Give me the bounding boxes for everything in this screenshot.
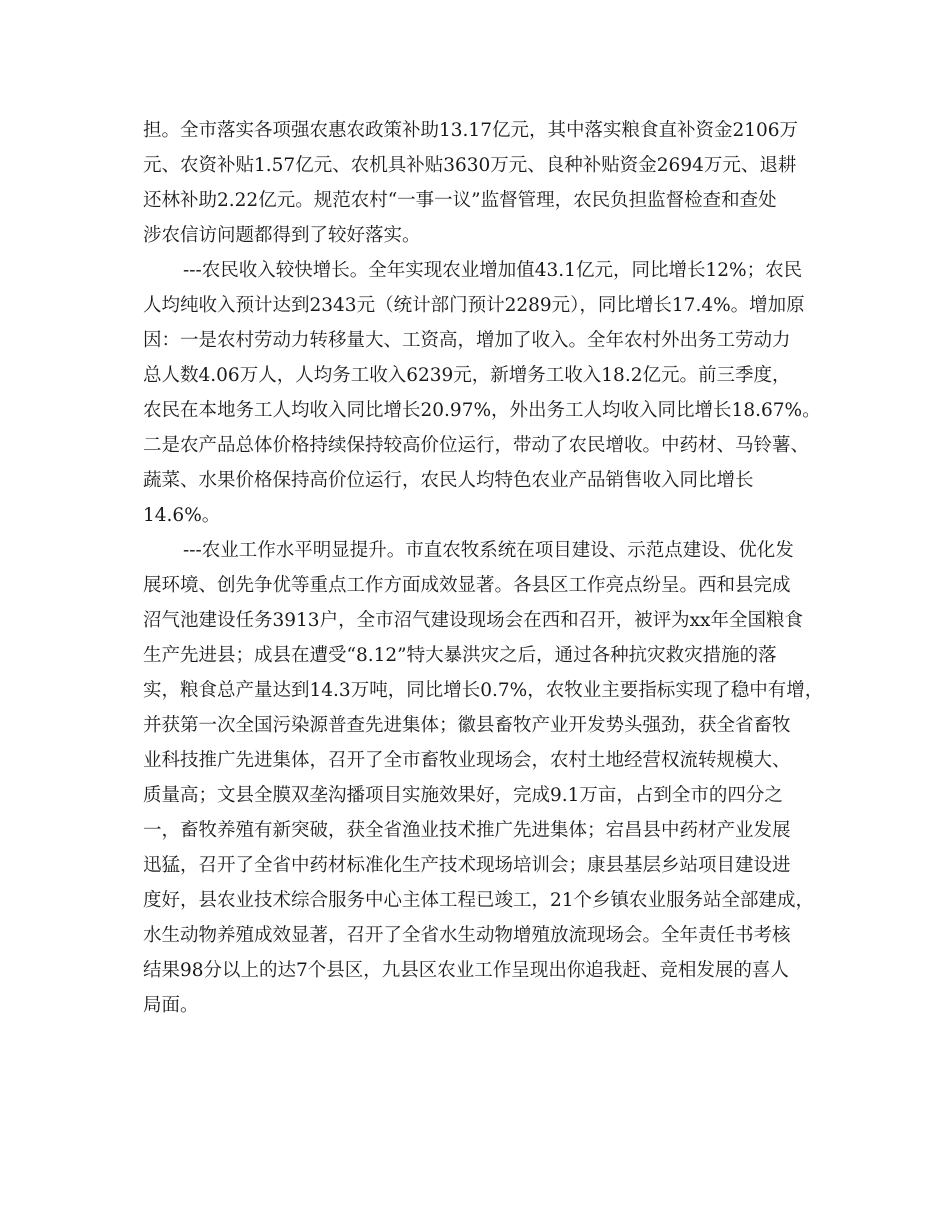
text-line: 人均纯收入预计达到2343元（统计部门预计2289元），同比增长17.4%。增加原 <box>143 295 805 316</box>
text-line: ---农民收入较快增长。全年实现农业增加值43.1亿元，同比增长12%；农民 <box>183 260 803 281</box>
text-line: 实，粮食总产量达到14.3万吨，同比增长0.7%，农牧业主要指标实现了稳中有增， <box>143 680 824 701</box>
text-line: 并获第一次全国污染源普查先进集体；徽县畜牧产业开发势头强劲，获全省畜牧 <box>143 715 791 736</box>
text-line: 结果98分以上的达7个县区，九县区农业工作呈现出你追我赶、竞相发展的喜人 <box>143 960 789 981</box>
text-line: 生产先进县；成县在遭受“8.12”特大暴洪灾之后，通过各种抗灾救灾措施的落 <box>143 645 777 666</box>
paragraph-agriculture-work <box>143 533 823 1023</box>
text-line: 农民在本地务工人均收入同比增长20.97%，外出务工人均收入同比增长18.67%。 <box>143 400 821 421</box>
paragraph-subsidies <box>143 113 823 253</box>
text-line: 一，畜牧养殖有新突破，获全省渔业技术推广先进集体；宕昌县中药材产业发展 <box>143 820 791 841</box>
text-line: 水生动物养殖成效显著，召开了全省水生动物增殖放流现场会。全年责任书考核 <box>143 925 791 946</box>
text-line: 质量高；文县全膜双垄沟播项目实施效果好，完成9.1万亩，占到全市的四分之 <box>143 785 783 806</box>
text-line: 担。全市落实各项强农惠农政策补助13.17亿元，其中落实粮食直补资金2106万 <box>143 120 799 141</box>
document-body <box>143 113 823 1023</box>
text-line: 展环境、创先争优等重点工作方面成效显著。各县区工作亮点纷呈。西和县完成 <box>143 575 791 596</box>
text-line: 涉农信访问题都得到了较好落实。 <box>143 225 421 246</box>
text-line: 总人数4.06万人，人均务工收入6239元，新增务工收入18.2亿元。前三季度， <box>143 365 791 386</box>
text-line: 因：一是农村劳动力转移量大、工资高，增加了收入。全年农村外出务工劳动力 <box>143 330 791 351</box>
text-line: 元、农资补贴1.57亿元、农机具补贴3630万元、良种补贴资金2694万元、退耕 <box>143 155 797 176</box>
text-line: 沼气池建设任务3913户，全市沼气建设现场会在西和召开，被评为xx年全国粮食 <box>143 610 803 631</box>
text-line: ---农业工作水平明显提升。市直农牧系统在项目建设、示范点建设、优化发 <box>183 540 794 561</box>
text-line: 局面。 <box>143 995 199 1016</box>
paragraph-farmer-income <box>143 253 823 533</box>
text-line: 蔬菜、水果价格保持高价位运行，农民人均特色农业产品销售收入同比增长 <box>143 470 754 491</box>
text-line: 14.6%。 <box>143 505 221 526</box>
text-line: 迅猛，召开了全省中药材标准化生产技术现场培训会；康县基层乡站项目建设进 <box>143 855 791 876</box>
text-line: 还林补助2.22亿元。规范农村“一事一议”监督管理，农民负担监督检查和查处 <box>143 190 777 211</box>
text-line: 业科技推广先进集体，召开了全市畜牧业现场会，农村土地经营权流转规模大、 <box>143 750 791 771</box>
text-line: 度好，县农业技术综合服务中心主体工程已竣工，21个乡镇农业服务站全部建成， <box>143 890 815 911</box>
text-line: 二是农产品总体价格持续保持较高价位运行，带动了农民增收。中药材、马铃薯、 <box>143 435 810 456</box>
